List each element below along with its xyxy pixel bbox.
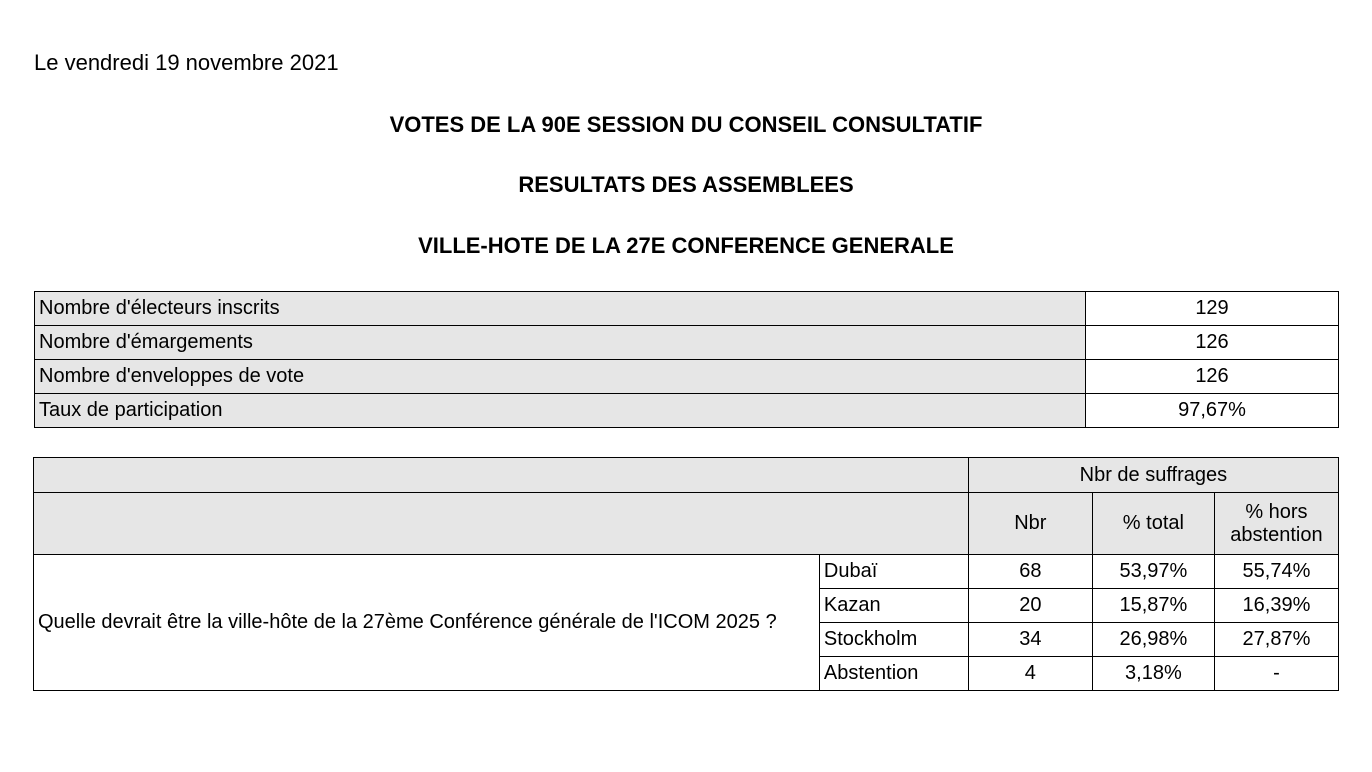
choice-kazan: Kazan (819, 589, 968, 623)
choice-stockholm: Stockholm (819, 623, 968, 657)
summary-value-signatures: 126 (1086, 326, 1339, 360)
table-row (35, 360, 1339, 394)
title-host-city: VILLE-HOTE DE LA 27E CONFERENCE GENERALE (418, 233, 954, 258)
title-session: VOTES DE LA 90E SESSION DU CONSEIL CONSULTATIF (389, 112, 983, 137)
summary-label-signatures: Nombre d'émargements (35, 326, 1086, 360)
summary-label-registered: Nombre d'électeurs inscrits (35, 292, 1086, 326)
table-row (35, 326, 1339, 360)
question-cell: Quelle devrait être la ville-hôte de la 27ème Conférence générale de l'ICOM 2025 ? (34, 555, 820, 691)
nbr-abstention: 4 (968, 657, 1092, 691)
header-pct-total: % total (1092, 493, 1214, 555)
pct-total-dubai: 53,97% (1092, 555, 1214, 589)
title-results: RESULTATS DES ASSEMBLEES (518, 172, 854, 197)
choice-abstention: Abstention (819, 657, 968, 691)
table-header-row (34, 493, 1339, 555)
table-row (34, 555, 1339, 589)
summary-value-turnout: 97,67% (1086, 394, 1339, 428)
header-blank-cell (34, 458, 969, 493)
document-date: Le vendredi 19 novembre 2021 (34, 50, 339, 75)
pct-hors-dubai: 55,74% (1214, 555, 1338, 589)
nbr-kazan: 20 (968, 589, 1092, 623)
pct-total-kazan: 15,87% (1092, 589, 1214, 623)
summary-label-envelopes: Nombre d'enveloppes de vote (35, 360, 1086, 394)
header-pct-excl-abstention: % hors abstention (1214, 493, 1338, 555)
pct-total-abstention: 3,18% (1092, 657, 1214, 691)
pct-hors-abstention: - (1214, 657, 1338, 691)
table-row (35, 394, 1339, 428)
summary-value-registered: 129 (1086, 292, 1339, 326)
header-blank-cell (34, 493, 969, 555)
summary-value-envelopes: 126 (1086, 360, 1339, 394)
pct-hors-stockholm: 27,87% (1214, 623, 1338, 657)
summary-label-turnout: Taux de participation (35, 394, 1086, 428)
table-row (35, 292, 1339, 326)
pct-total-stockholm: 26,98% (1092, 623, 1214, 657)
nbr-stockholm: 34 (968, 623, 1092, 657)
pct-hors-kazan: 16,39% (1214, 589, 1338, 623)
vote-results-table (33, 457, 1339, 691)
header-nbr: Nbr (968, 493, 1092, 555)
nbr-dubai: 68 (968, 555, 1092, 589)
header-votes-group: Nbr de suffrages (968, 458, 1338, 493)
participation-table (34, 291, 1339, 428)
table-header-row (34, 458, 1339, 493)
choice-dubai: Dubaï (819, 555, 968, 589)
